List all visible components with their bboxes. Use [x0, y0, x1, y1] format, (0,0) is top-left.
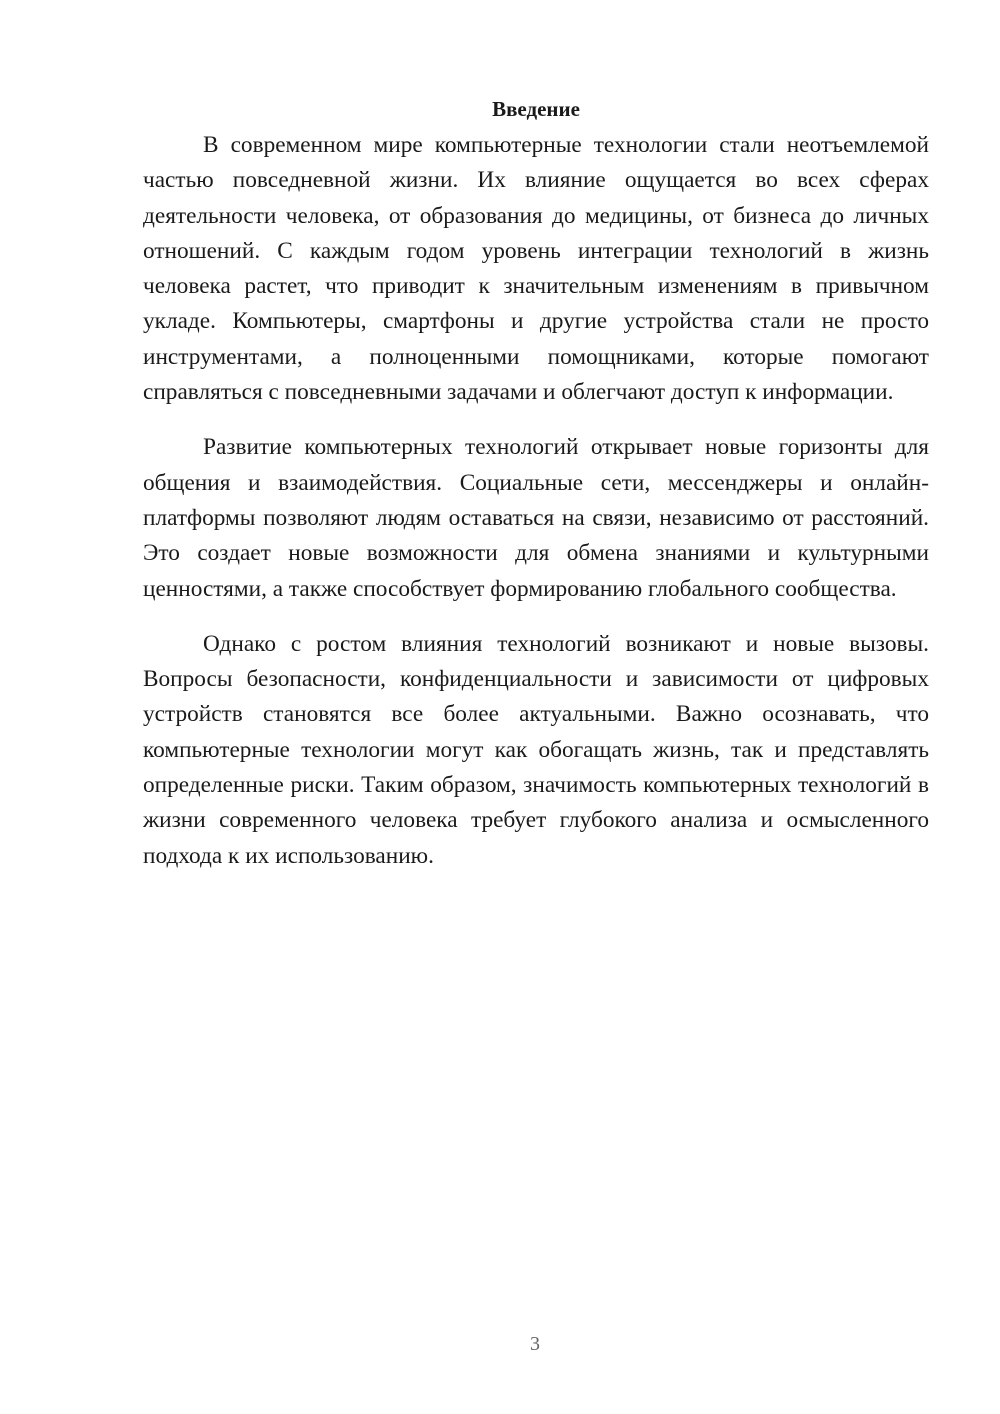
page-number: 3 — [530, 1333, 540, 1355]
paragraph-2: Развитие компьютерных технологий открывает новые горизонты для общения и взаимодействия. Социальные сети, мессенджеры и онлайн-платформы позволяют людям оставаться на связи, независимо от расстояний. Это создает новые возможности для обмена знаниями и культурными ценностями, а также способствует формированию глобального сообщества. — [143, 434, 929, 602]
section-heading: Введение — [492, 97, 580, 121]
document-body — [143, 92, 929, 874]
paragraph-1: В современном мире компьютерные технологии стали неотъемлемой частью повседневной жизни. Их влияние ощущается во всех сферах деятельности человека, от образования до медицины, от бизнеса до личных отношений. С каждым годом уровень интеграции технологий в жизнь человека растет, что приводит к значительным изменениям в привычном укладе. Компьютеры, смартфоны и другие устройства стали не просто инструментами, а полноценными помощниками, которые помогают справляться с повседневными задачами и облегчают доступ к информации. — [143, 132, 929, 406]
paragraph-3: Однако с ростом влияния технологий возникают и новые вызовы. Вопросы безопасности, конфиденциальности и зависимости от цифровых устройств становятся все более актуальными. Важно осознавать, что компьютерные технологии могут как обогащать жизнь, так и представлять определенные риски. Таким образом, значимость компьютерных технологий в жизни современного человека требует глубокого анализа и осмысленного подхода к их использованию. — [143, 630, 929, 869]
